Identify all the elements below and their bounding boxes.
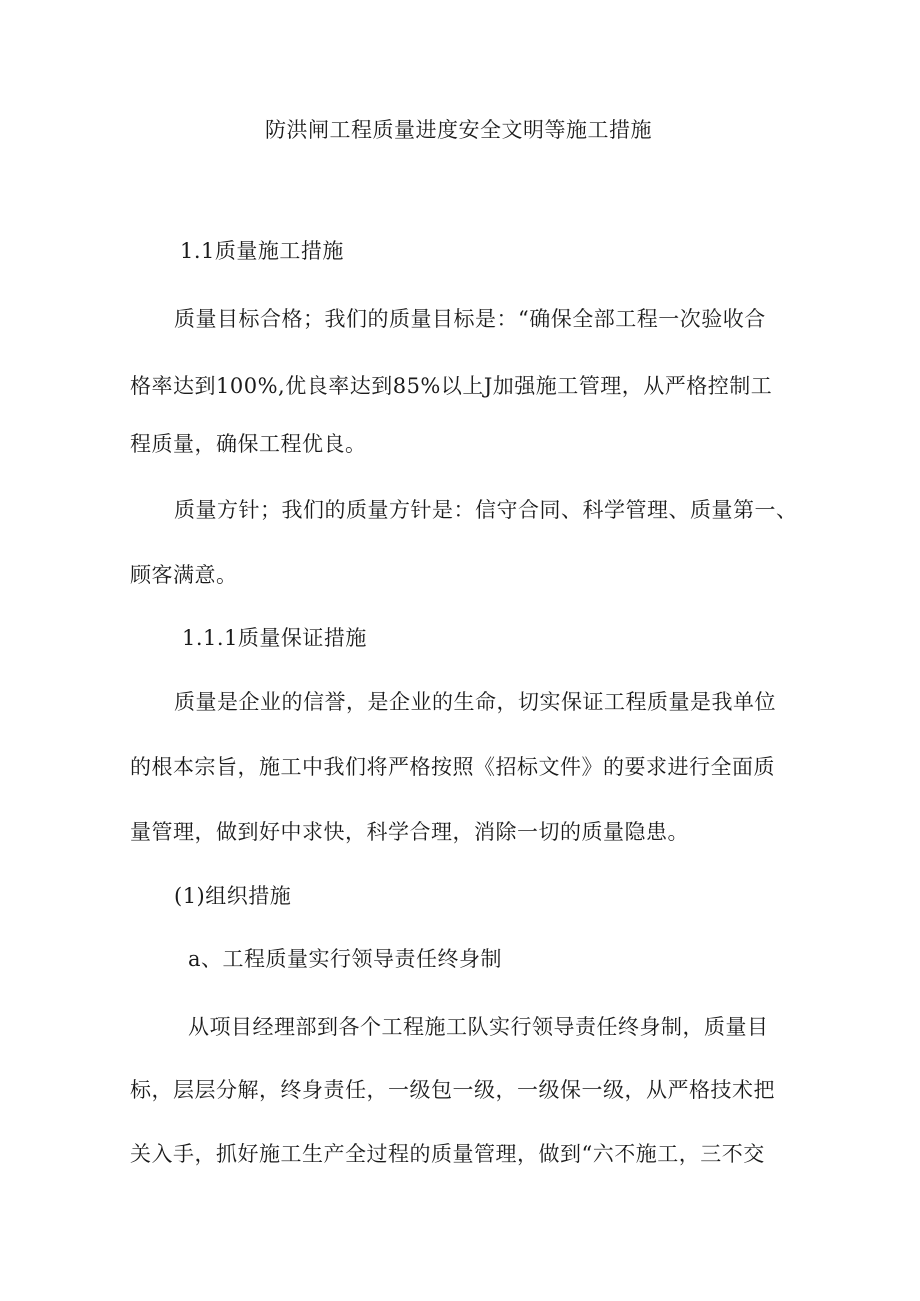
paragraph-line: 量管理，做到好中求快，科学合理，消除一切的质量隐患。: [130, 820, 689, 844]
item-heading: a、工程质量实行领导责任终身制: [188, 947, 503, 971]
paragraph-line: 关入手，抓好施工生产全过程的质量管理，做到“六不施工，三不交: [130, 1142, 765, 1166]
paragraph-line: 质量是企业的信誉，是企业的生命，切实保证工程质量是我单位: [174, 690, 776, 714]
section-heading-1-1: 1.1质量施工措施: [180, 239, 344, 263]
paragraph-line: 质量目标合格；我们的质量目标是：“确保全部工程一次验收合: [174, 307, 766, 331]
paragraph-line: 格率达到100%,优良率达到85%以上J加强施工管理，从严格控制工: [130, 374, 773, 398]
document-title: 防洪闸工程质量进度安全文明等施工措施: [265, 118, 652, 142]
section-heading-1-1-1: 1.1.1质量保证措施: [182, 626, 367, 650]
paragraph-line: 从项目经理部到各个工程施工队实行领导责任终身制，质量目: [188, 1015, 769, 1039]
subsection-heading: (1)组织措施: [174, 884, 292, 908]
paragraph-line: 顾客满意。: [130, 563, 238, 587]
paragraph-line: 质量方针；我们的质量方针是：信守合同、科学管理、质量第一、: [174, 498, 798, 522]
paragraph-line: 的根本宗旨，施工中我们将严格按照《招标文件》的要求进行全面质: [130, 755, 775, 779]
paragraph-line: 标，层层分解，终身责任，一级包一级，一级保一级，从严格技术把: [130, 1078, 775, 1102]
paragraph-line: 程质量，确保工程优良。: [130, 432, 367, 456]
